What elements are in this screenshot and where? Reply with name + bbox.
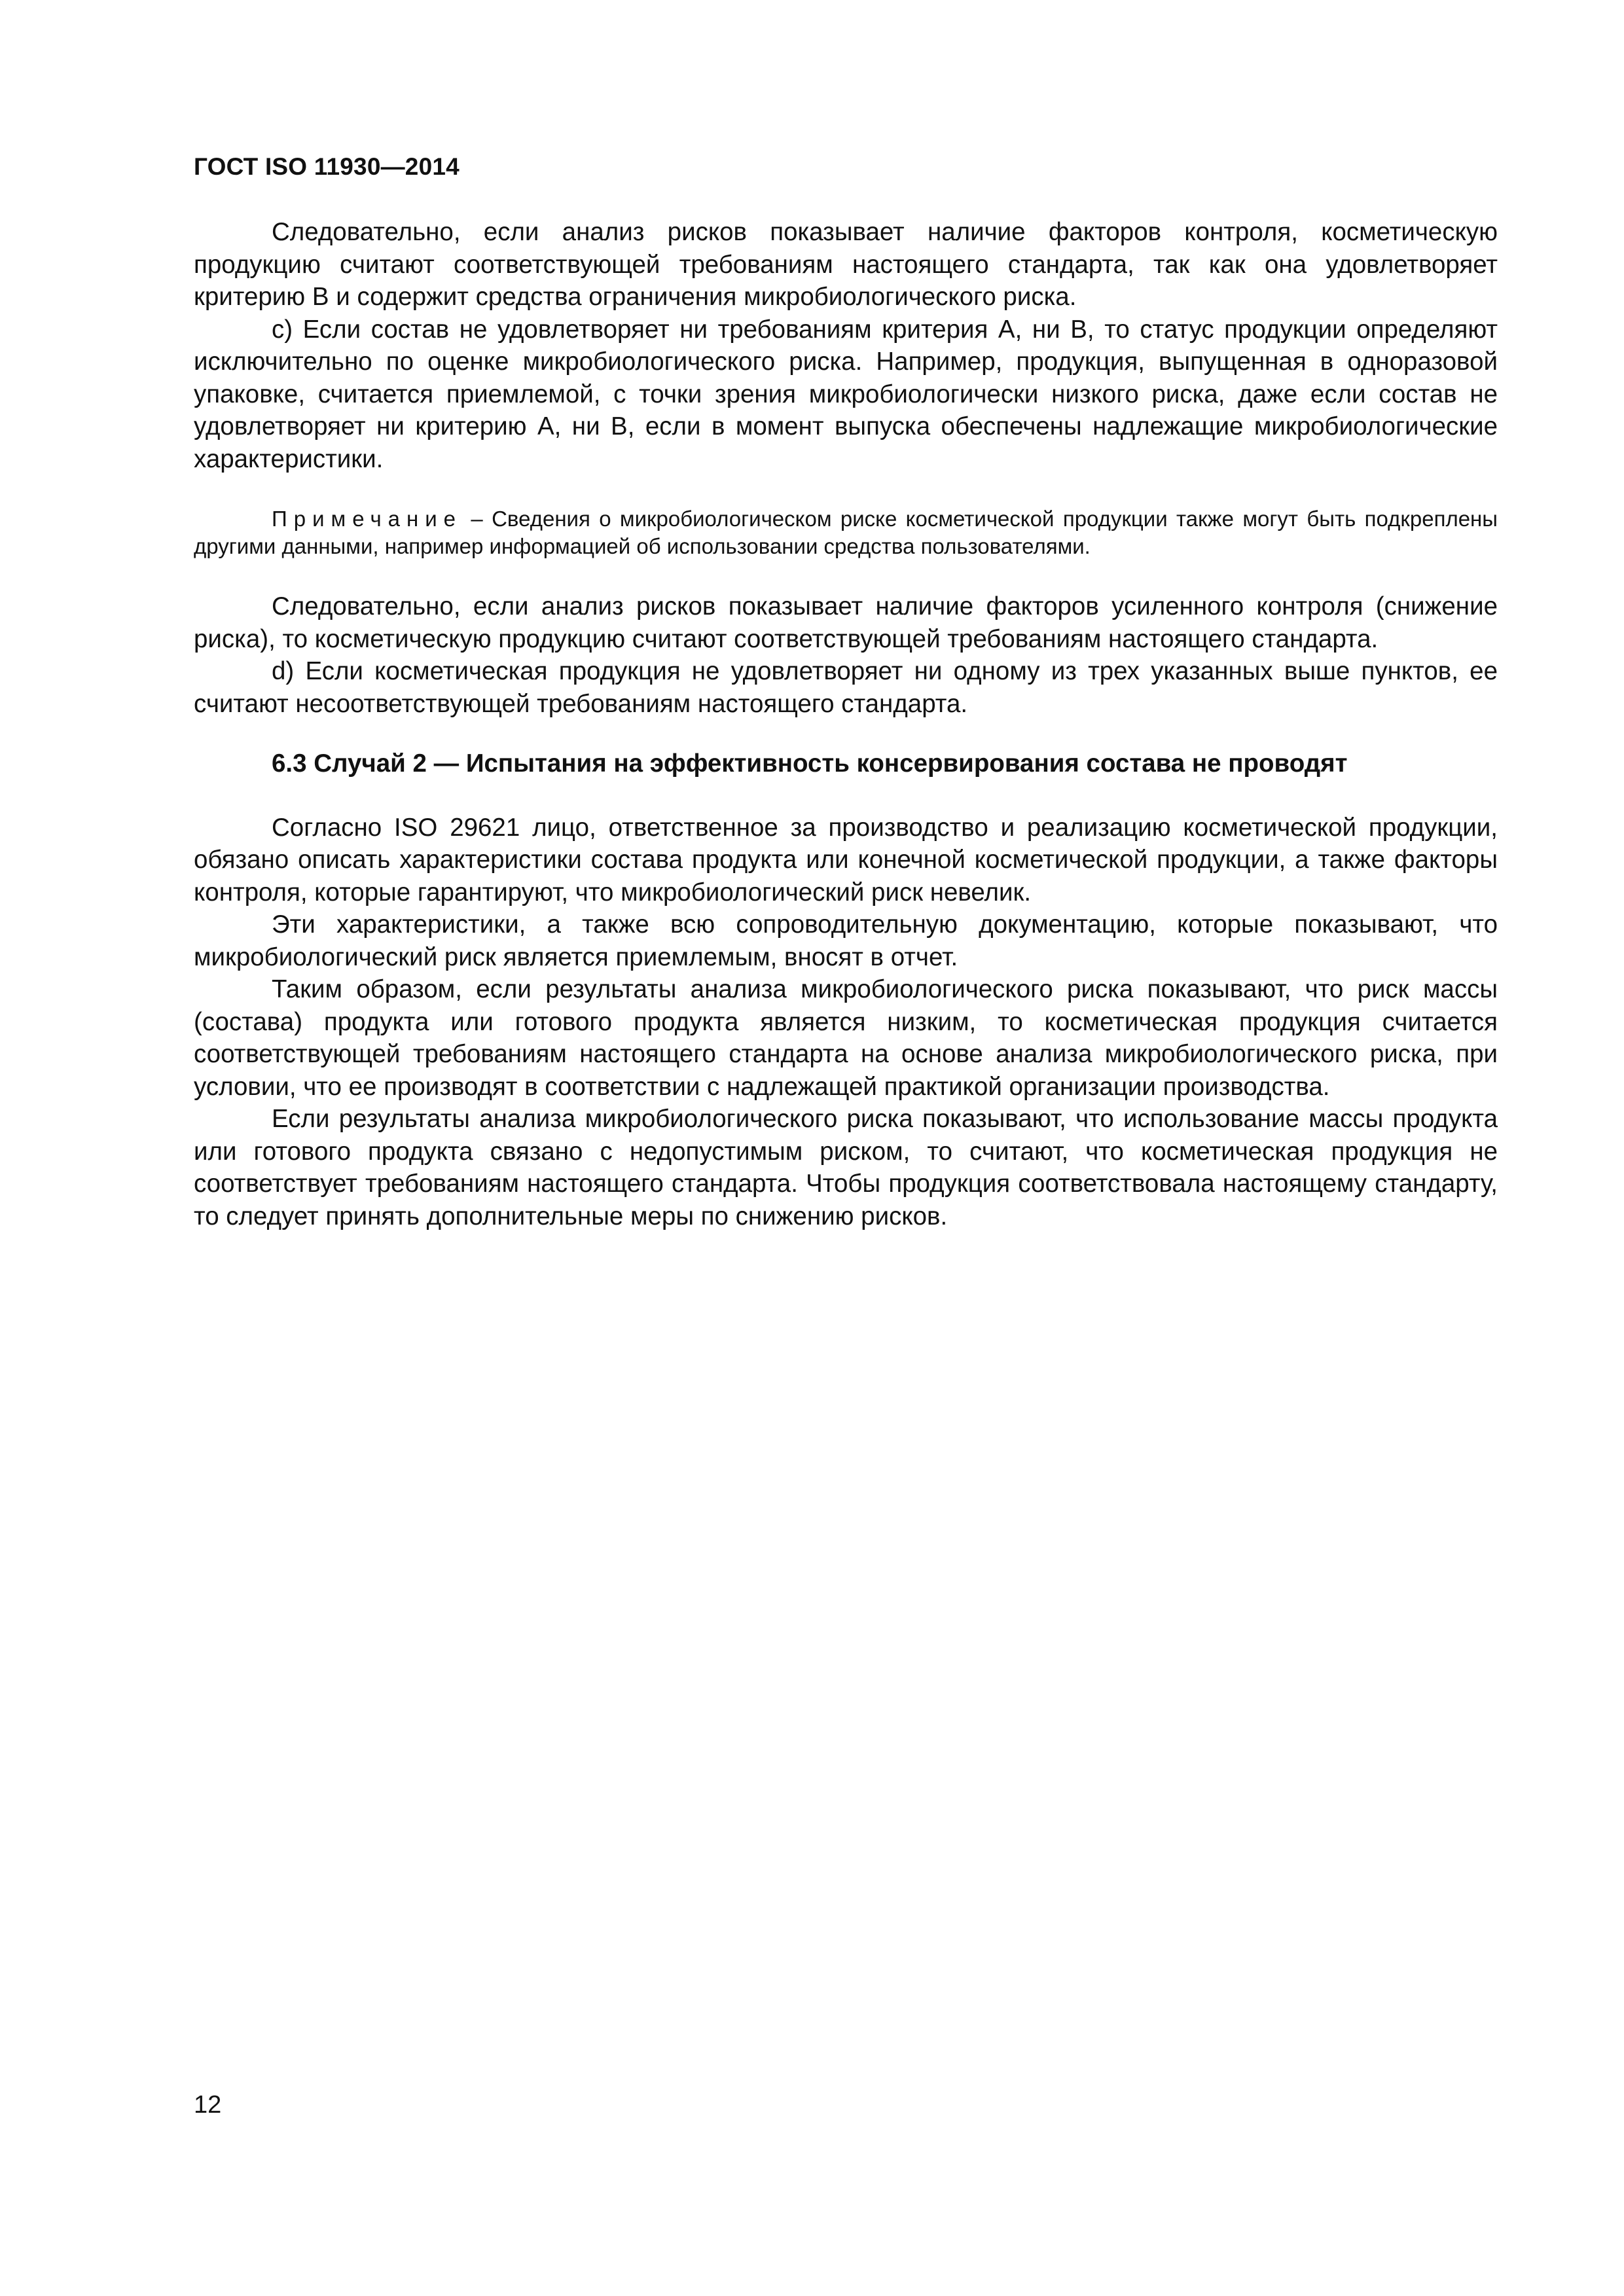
paragraph-iso-29621: Согласно ISO 29621 лицо, ответственное за производство и реализацию косметической продукции, обязано описать характеристики состава продукта или конечной косметической продукции, а также факторы контроля, которые гарантируют, что микробиологический риск невелик. bbox=[194, 813, 1498, 906]
paragraph-documentation: Эти характеристики, а также всю сопроводительную документацию, которые показывают, что микробиологический риск является приемлемым, вносят в отчет. bbox=[194, 910, 1498, 971]
paragraph-low-risk: Таким образом, если результаты анализа микробиологического риска показывают, что риск массы (состава) продукта или готового продукта является низким, то косметическая продукция считается соответствующей требованиям настоящего стандарта на основе анализа микробиологического риска, при условии, что ее производят в соответствии с надлежащей практикой организации производства. bbox=[194, 975, 1498, 1101]
paragraph-unacceptable-risk: Если результаты анализа микробиологического риска показывают, что использование массы продукта или готового продукта связано с недопустимым риском, то считают, что косметическая продукция не соответствует требованиям настоящего стандарта. Чтобы продукция соответствовала настоящему стандарту, то следует принять дополнительные меры по снижению рисков. bbox=[194, 1105, 1498, 1230]
paragraph-item-c: с) Если состав не удовлетворяет ни требованиям критерия А, ни В, то статус продукции определяют исключительно по оценке микробиологического риска. Например, продукция, выпущенная в одноразовой упаковке, считается приемлемой, с точки зрения микробиологически низкого риска, даже если состав не удовлетворяет ни критерию А, ни В, если в момент выпуска обеспечены надлежащие микробиологические характеристики. bbox=[194, 315, 1498, 473]
document-body bbox=[194, 216, 1498, 1232]
document-header: ГОСТ ISO 11930—2014 bbox=[194, 153, 460, 180]
page-number: 12 bbox=[194, 2091, 222, 2119]
paragraph-item-d: d) Если косметическая продукция не удовлетворяет ни одному из трех указанных выше пунктов, ее считают несоответствующей требованиям настоящего стандарта. bbox=[194, 657, 1498, 718]
note bbox=[194, 505, 1498, 560]
paragraph-conclusion-enhanced-control: Следовательно, если анализ рисков показывает наличие факторов усиленного контроля (снижение риска), то косметическую продукцию считают соответствующей требованиям настоящего стандарта. bbox=[194, 592, 1498, 653]
paragraph-conclusion-control-factors: Следовательно, если анализ рисков показывает наличие факторов контроля, косметическую продукцию считают соответствующей требованиям настоящего стандарта, так как она удовлетворяет критерию В и содержит средства ограничения микробиологического риска. bbox=[194, 218, 1498, 311]
note-text: – Сведения о микробиологическом риске косметической продукции также могут быть подкреплены другими данными, например информацией об использовании средства пользователями. bbox=[194, 507, 1498, 558]
section-heading-6-3: 6.3 Случай 2 — Испытания на эффективность консервирования состава не проводят bbox=[272, 749, 1348, 778]
note-label: Примечание bbox=[272, 507, 463, 531]
